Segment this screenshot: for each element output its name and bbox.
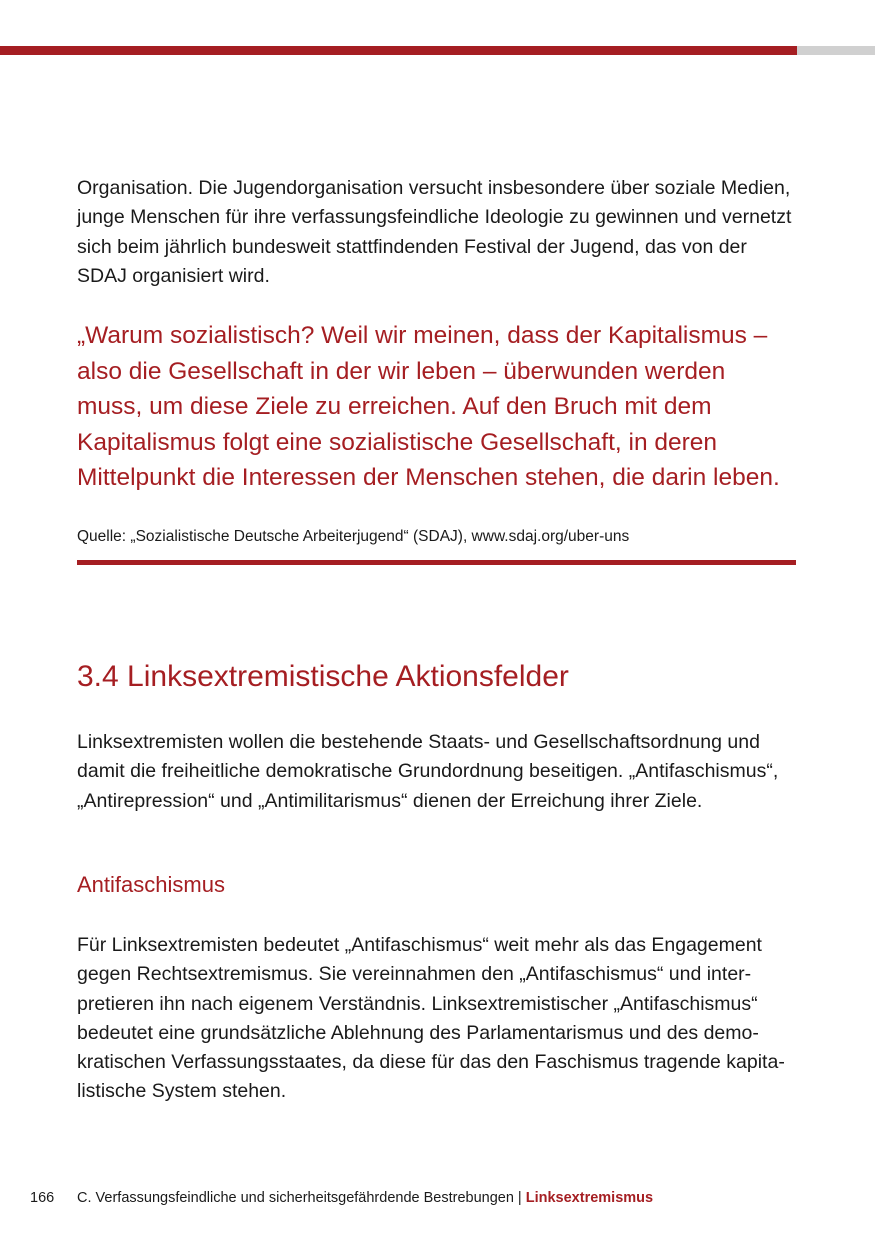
page-number: 166 [30,1190,55,1206]
quote-source: Quelle: „Sozialistische Deutsche Arbeiterjugend“ (SDAJ), www.sdaj.org/uber-uns [77,528,630,545]
footer-chapter: Linksextremismus [525,1190,654,1206]
header-grey-bar [797,46,875,55]
subsection-heading: Antifaschismus [77,872,225,897]
intro-paragraph: Organisation. Die Jugendorganisation versucht insbesondere über soziale Medien, junge Menschen für ihre verfassungsfeindliche Ideologie zu gewinnen und vernetzt sich beim jährlich bundesweit stattfindenden Festival der Jugend, das von der SDAJ organisiert wird. [77,177,792,287]
footer-running-title [77,1190,653,1206]
pull-quote: „Warum sozialistisch? Weil wir meinen, dass der Kapitalismus – also die Gesellschaft in der wir leben – überwunden werden muss, um diese Ziele zu erreichen. Auf den Bruch mit dem Kapitalismus folgt eine sozialistische Gesellschaft, in deren Mittelpunkt die Interessen der Menschen stehen, die darin leben. [77,322,780,491]
section-paragraph: Linksextremisten wollen die bestehende Staats- und Gesellschaftsordnung und damit die freiheitliche demokratische Grundordnung beseitigen. „Antifaschismus“, „Antirepression“ und „Antimilitarismus“ dienen der Erreichung ihrer Ziele. [77,731,779,812]
footer-section-path: C. Verfassungsfeindliche und sicherheitsgefährdende Bestrebungen [77,1190,514,1206]
footer-separator: | [513,1190,526,1206]
section-heading: 3.4 Linksextremistische Aktionsfelder [77,660,569,693]
quote-divider [77,560,796,565]
header-accent-bar [0,46,797,55]
subsection-paragraph: Für Linksextremisten bedeutet „Antifaschismus“ weit mehr als das Engagement gegen Rechtsextremismus. Sie vereinnahmen den „Antifaschismus“ und interpretieren ihn nach eigenem Verständnis. Linksextremistischer „Antifaschismus“ bedeutet eine grundsätzliche Ablehnung des Parlamentarismus und des demokratischen Verfassungsstaates, da diese für das den Faschismus tragende kapitalistische System stehen. [77,934,785,1103]
